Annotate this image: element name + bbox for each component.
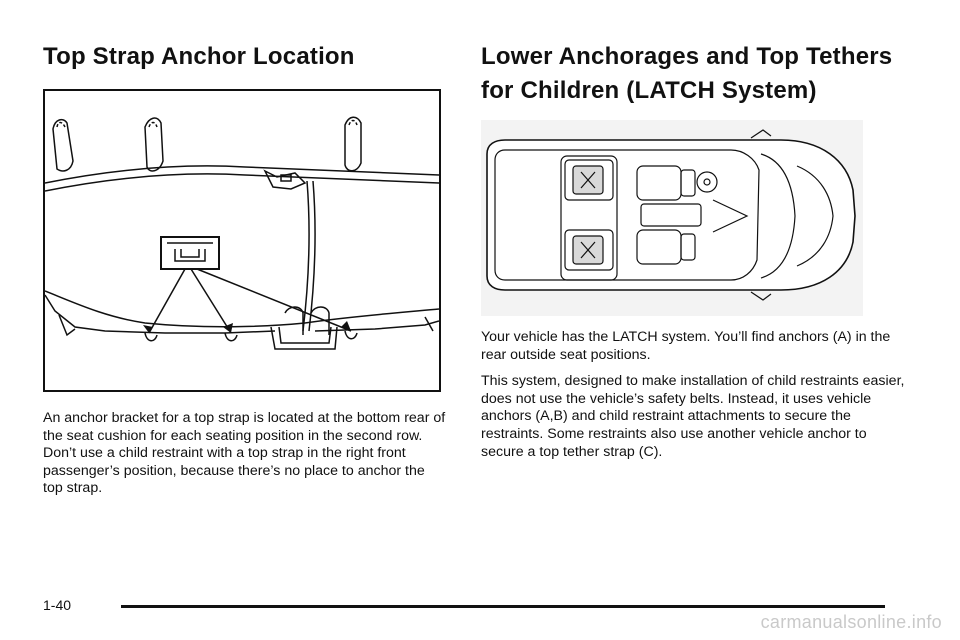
page-footer bbox=[43, 595, 885, 619]
left-column bbox=[43, 40, 447, 498]
latch-paragraph-1: Your vehicle has the LATCH system. You’ll find anchors (A) in the rear outside seat positions. bbox=[481, 329, 891, 363]
page-number: 1-40 bbox=[43, 597, 72, 613]
footer-divider bbox=[121, 605, 885, 608]
seat-rear-drawing bbox=[45, 91, 439, 390]
right-column bbox=[481, 40, 911, 461]
latch-paragraph-2: This system, designed to make installation of child restraints easier, does not use the vehicle’s safety belts. Instead, it uses vehicle anchors (A,B) and child restraint attachments to secure the restraints. Some restraints also use another vehicle anchor to secure a top tether strap (C). bbox=[481, 373, 905, 460]
latch-heading: Lower Anchorages and Top Tethers for Children (LATCH System) bbox=[481, 43, 893, 104]
site-watermark: carmanualsonline.info bbox=[760, 612, 942, 632]
top-strap-paragraph: An anchor bracket for a top strap is located at the bottom rear of the seat cushion for each seating position in the second row. Don’t use a child restraint with a top strap in the right front passenger’s position, because there’s no place to anchor the top strap. bbox=[43, 410, 446, 497]
top-strap-anchor-illustration bbox=[43, 89, 441, 392]
latch-vehicle-illustration bbox=[481, 120, 863, 316]
top-strap-heading: Top Strap Anchor Location bbox=[43, 43, 355, 70]
vehicle-topview-drawing bbox=[481, 120, 863, 316]
